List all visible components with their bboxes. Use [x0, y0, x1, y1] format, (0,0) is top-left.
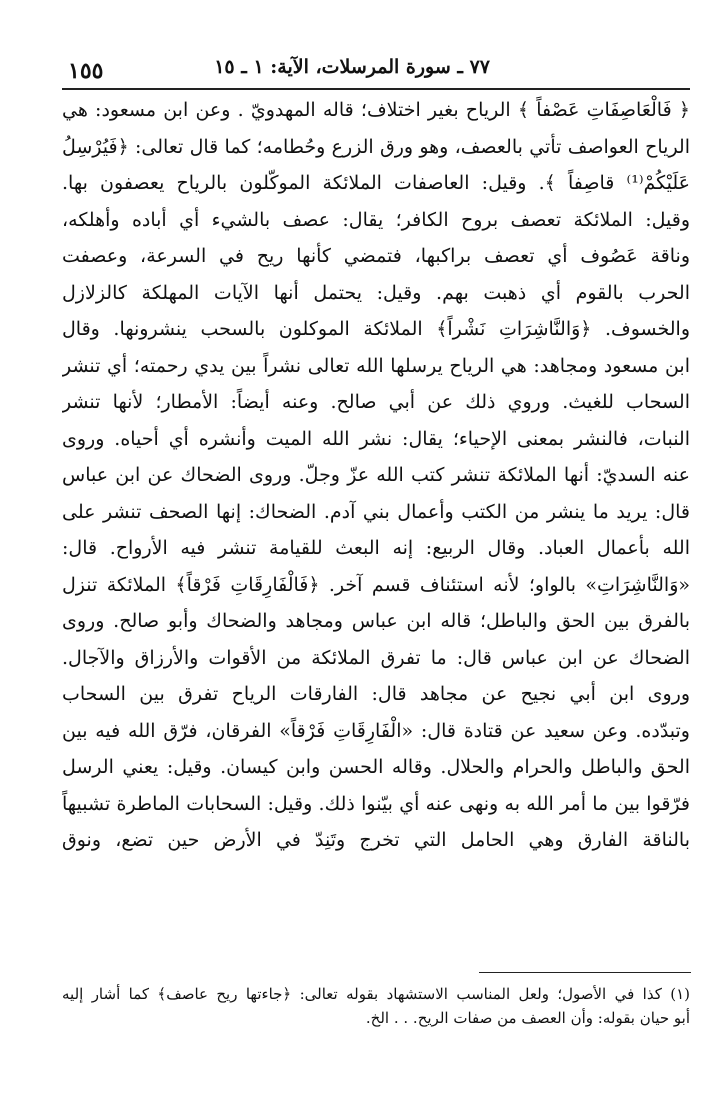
text-line: الضحاك عن ابن عباس قال: ما تفرق الملائكة من الأقوات والأرزاق والآجال. — [62, 646, 690, 669]
text-line: ﴿ فَالْعَاصِفَاتِ عَصْفاً ﴾ الرياح بغير اختلاف؛ قاله المهدويّ . وعن ابن مسعود: هي — [62, 99, 690, 121]
text-line: عنه السديّ: أنها الملائكة تنشر كتب الله عزّ وجلّ. وروى الضحاك عن ابن عباس — [62, 464, 690, 486]
text-line: الحق والباطل والحرام والحلال. وقاله الحسن وابن كيسان. وقيل: يعني الرسل — [62, 756, 690, 778]
text-line: قال: يريد ما ينشر من الكتب وأعمال بني آدم. الضحاك: إنها الصحف تنشر على — [62, 500, 690, 523]
body-text — [62, 92, 690, 859]
footnotes — [62, 982, 690, 1030]
footnote-rule — [479, 972, 691, 973]
text-line: السحاب للغيث. وروي ذلك عن أبي صالح. وعنه أيضاً: الأمطار؛ لأنها تنشر — [62, 391, 690, 413]
page-number: ١٥٥ — [68, 58, 104, 84]
header-rule — [62, 88, 690, 90]
text-line: وناقة عَصُوف أي تعصف براكبها، فتمضي كأنها ريح في السرعة، وعصفت — [62, 245, 690, 267]
text-line: «وَالنَّاشِرَاتِ» بالواو؛ لأنه استئناف قسم آخر. ﴿فَالْفَارِقَاتِ فَرْقاً﴾ الملائكة تنزل — [62, 573, 690, 596]
text-line: بالفرق بين الحق والباطل؛ قاله ابن عباس ومجاهد والضحاك وأبو صالح. وروى — [62, 610, 690, 632]
text-line: وتبدّده. وعن سعيد عن قتادة قال: «الْفَارِقَاتِ فَرْقاً» الفرقان، فرّق الله فيه بين — [62, 719, 690, 742]
text-line: وروى ابن أبي نجيح عن مجاهد قال: الفارقات الرياح تفرق بين السحاب — [62, 683, 690, 705]
text-line: بالناقة الفارق وهي الحامل التي تخرج وتَنِدّ في الأرض حين تضع، ونوق — [62, 829, 690, 851]
footnote-line: (١) كذا في الأصول؛ ولعل المناسب الاستشهاد بقوله تعالى: ﴿جاءتها ريح عاصف﴾ كما أشار إليه — [62, 985, 690, 1003]
text-line: وقيل: الملائكة تعصف بروح الكافر؛ يقال: عصف بالشيء أي أباده وأهلكه، — [62, 208, 690, 231]
text-line: فرّقوا بين ما أمر الله به ونهى عنه أي بيّنوا ذلك. وقيل: السحابات الماطرة تشبيهاً — [62, 792, 690, 815]
footnote-line: أبو حيان بقوله: وأن العصف من صفات الريح. . . الخ. — [365, 1009, 690, 1027]
text-line: عَلَيْكُمْ⁽¹⁾ قاصِفاً ﴾. وقيل: العاصفات الملائكة الموكّلون بالرياح يعصفون بها. — [62, 172, 690, 194]
running-title: ٧٧ ـ سورة المرسلات، الآية: ١ ـ ١٥ — [214, 56, 490, 78]
text-line: الحرب بالقوم أي ذهبت بهم. وقيل: يحتمل أنها الآيات المهلكة كالزلازل — [62, 281, 690, 304]
text-line: والخسوف. ﴿وَالنَّاشِرَاتِ نَشْراً﴾ الملائكة الموكلون بالسحب ينشرونها. وقال — [62, 318, 690, 340]
page-header — [60, 46, 690, 86]
text-line: الله بأعمال العباد. وقال الربيع: إنه البعث للقيامة تنشر فيه الأرواح. قال: — [62, 537, 690, 559]
text-line: النبات، فالنشر بمعنى الإحياء؛ يقال: نشر الله الميت وأنشره أي أحياه. وروى — [62, 427, 690, 450]
text-line: الرياح العواصف تأتي بالعصف، وهو ورق الزرع وحُطامه؛ كما قال تعالى: ﴿فَيُرْسِلُ — [62, 135, 690, 158]
text-line: ابن مسعود ومجاهد: هي الرياح يرسلها الله تعالى نشراً بين يدي رحمته؛ أي تنشر — [62, 354, 690, 377]
